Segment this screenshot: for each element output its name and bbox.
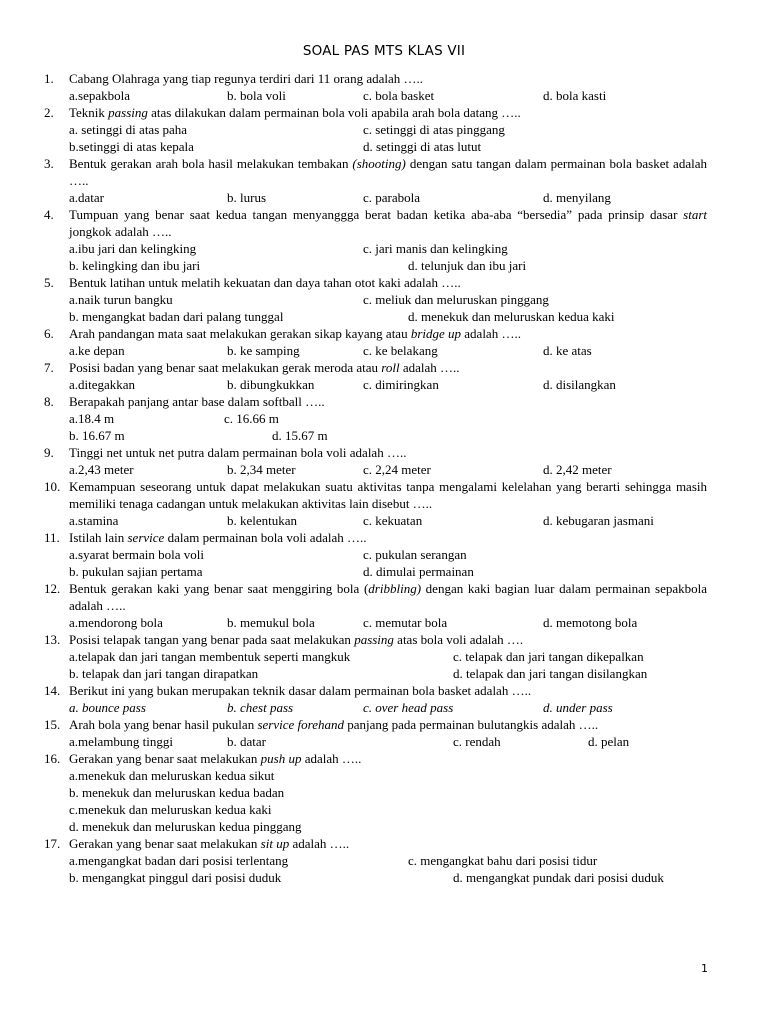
question-text: Teknik passing atas dilakukan dalam permainan bola voli apabila arah bola datang ….. bbox=[69, 105, 521, 120]
options-row bbox=[0, 410, 768, 427]
answer-option: b. datar bbox=[227, 734, 266, 749]
question-list bbox=[0, 70, 768, 886]
answer-option: a.mendorong bola bbox=[69, 615, 163, 630]
question-item bbox=[0, 155, 768, 206]
answer-option: b. lurus bbox=[227, 190, 266, 205]
question-number: 2. bbox=[44, 105, 54, 120]
answer-option: c. meliuk dan meluruskan pinggang bbox=[363, 292, 549, 307]
options-row bbox=[0, 138, 768, 155]
answer-option: c. mengangkat bahu dari posisi tidur bbox=[408, 853, 598, 868]
answer-option: c. over head pass bbox=[363, 700, 454, 715]
answer-option: c. ke belakang bbox=[363, 343, 438, 358]
options-row bbox=[0, 614, 768, 631]
answer-option: b. mengangkat pinggul dari posisi duduk bbox=[69, 870, 282, 885]
question-number: 4. bbox=[44, 207, 54, 222]
answer-option: d. menekuk dan meluruskan kedua kaki bbox=[408, 309, 615, 324]
answer-option: c. setinggi di atas pinggang bbox=[363, 122, 505, 137]
question-item bbox=[0, 393, 768, 444]
question-number: 5. bbox=[44, 275, 54, 290]
question-text: Gerakan yang benar saat melakukan sit up adalah ….. bbox=[69, 836, 350, 851]
answer-option: b. 2,34 meter bbox=[227, 462, 296, 477]
options-row bbox=[0, 461, 768, 478]
answer-option: a.2,43 meter bbox=[69, 462, 134, 477]
question-text: Kemampuan seseorang untuk dapat melakukan suatu aktivitas tanpa mengalami kelelahan yang berarti sehingga masih memiliki tenaga cadangan untuk melakukan aktivitas lain disebut ….. bbox=[69, 479, 707, 511]
options-row bbox=[0, 801, 768, 818]
answer-option: a.syarat bermain bola voli bbox=[69, 547, 205, 562]
question-item bbox=[0, 580, 768, 631]
question-text: Gerakan yang benar saat melakukan push up adalah ….. bbox=[69, 751, 362, 766]
answer-option: c. memutar bola bbox=[363, 615, 448, 630]
answer-option: a.mengangkat badan dari posisi terlentang bbox=[69, 853, 289, 868]
question-item bbox=[0, 529, 768, 580]
answer-option: a.18.4 m bbox=[69, 411, 115, 426]
answer-option: c. rendah bbox=[453, 734, 501, 749]
answer-option: b. memukul bola bbox=[227, 615, 315, 630]
options-row bbox=[0, 512, 768, 529]
question-item bbox=[0, 478, 768, 529]
answer-option: b. dibungkukkan bbox=[227, 377, 315, 392]
question-text: Tinggi net untuk net putra dalam permainan bola voli adalah ….. bbox=[69, 445, 407, 460]
question-number: 7. bbox=[44, 360, 54, 375]
options-row bbox=[0, 563, 768, 580]
question-number: 10. bbox=[44, 479, 61, 494]
answer-option: d. bola kasti bbox=[543, 88, 607, 103]
options-row bbox=[0, 308, 768, 325]
answer-option: a.naik turun bangku bbox=[69, 292, 173, 307]
options-row bbox=[0, 733, 768, 750]
options-row bbox=[0, 665, 768, 682]
options-row bbox=[0, 546, 768, 563]
answer-option: d. menyilang bbox=[543, 190, 611, 205]
question-number: 14. bbox=[44, 683, 61, 698]
answer-option: d. ke atas bbox=[543, 343, 592, 358]
answer-option: b. menekuk dan meluruskan kedua badan bbox=[69, 785, 285, 800]
question-item bbox=[0, 206, 768, 274]
answer-option: c. 2,24 meter bbox=[363, 462, 431, 477]
answer-option: d. pelan bbox=[588, 734, 630, 749]
answer-option: c. parabola bbox=[363, 190, 421, 205]
document-title: SOAL PAS MTS KLAS VII bbox=[302, 43, 466, 59]
options-row bbox=[0, 189, 768, 206]
question-number: 11. bbox=[44, 530, 60, 545]
answer-option: d. mengangkat pundak dari posisi duduk bbox=[453, 870, 664, 885]
answer-option: b. kelingking dan ibu jari bbox=[69, 258, 201, 273]
question-text: Bentuk gerakan kaki yang benar saat menggiring bola (dribbling) dengan kaki bagian luar dalam permainan sepakbola adalah ….. bbox=[69, 581, 707, 613]
answer-option: b.setinggi di atas kepala bbox=[69, 139, 194, 154]
answer-option: c.menekuk dan meluruskan kedua kaki bbox=[69, 802, 272, 817]
answer-option: d. telunjuk dan ibu jari bbox=[408, 258, 527, 273]
question-text: Bentuk gerakan arah bola hasil melakukan tembakan (shooting) dengan satu tangan dalam permainan bola basket adalah ….. bbox=[69, 156, 707, 188]
options-row bbox=[0, 852, 768, 869]
question-item bbox=[0, 70, 768, 104]
options-row bbox=[0, 767, 768, 784]
answer-option: d. setinggi di atas lutut bbox=[363, 139, 482, 154]
question-text: Arah bola yang benar hasil pukulan service forehand panjang pada permainan bulutangkis adalah ….. bbox=[69, 717, 599, 732]
answer-option: c. 16.66 m bbox=[224, 411, 279, 426]
question-item bbox=[0, 750, 768, 835]
options-row bbox=[0, 257, 768, 274]
question-text: Tumpuan yang benar saat kedua tangan menyanggga berat badan ketika aba-aba “bersedia” pada prinsip dasar start jongkok adalah ….. bbox=[69, 207, 707, 239]
options-row bbox=[0, 121, 768, 138]
question-text: Berapakah panjang antar base dalam softball ….. bbox=[69, 394, 325, 409]
answer-option: a.stamina bbox=[69, 513, 119, 528]
answer-option: d. telapak dan jari tangan disilangkan bbox=[453, 666, 648, 681]
options-row bbox=[0, 376, 768, 393]
question-item bbox=[0, 104, 768, 155]
answer-option: d. kebugaran jasmani bbox=[543, 513, 654, 528]
answer-option: b. chest pass bbox=[227, 700, 294, 715]
answer-option: d. dimulai permainan bbox=[363, 564, 474, 579]
answer-option: a.ke depan bbox=[69, 343, 125, 358]
options-row bbox=[0, 240, 768, 257]
answer-option: c. bola basket bbox=[363, 88, 435, 103]
answer-option: c. telapak dan jari tangan dikepalkan bbox=[453, 649, 644, 664]
answer-option: a.sepakbola bbox=[69, 88, 131, 103]
answer-option: c. kekuatan bbox=[363, 513, 423, 528]
question-item bbox=[0, 835, 768, 886]
answer-option: c. jari manis dan kelingking bbox=[363, 241, 508, 256]
answer-option: d. memotong bola bbox=[543, 615, 638, 630]
answer-option: b. mengangkat badan dari palang tunggal bbox=[69, 309, 284, 324]
options-row bbox=[0, 869, 768, 886]
answer-option: d. 2,42 meter bbox=[543, 462, 612, 477]
options-row bbox=[0, 784, 768, 801]
question-text: Posisi telapak tangan yang benar pada saat melakukan passing atas bola voli adalah …. bbox=[69, 632, 524, 647]
answer-option: a.melambung tinggi bbox=[69, 734, 173, 749]
answer-option: b. bola voli bbox=[227, 88, 286, 103]
question-number: 6. bbox=[44, 326, 54, 341]
answer-option: b. kelentukan bbox=[227, 513, 298, 528]
answer-option: a. setinggi di atas paha bbox=[69, 122, 188, 137]
question-text: Arah pandangan mata saat melakukan gerakan sikap kayang atau bridge up adalah ….. bbox=[69, 326, 521, 341]
question-item bbox=[0, 444, 768, 478]
answer-option: a.menekuk dan meluruskan kedua sikut bbox=[69, 768, 275, 783]
options-row bbox=[0, 699, 768, 716]
question-number: 17. bbox=[44, 836, 61, 851]
question-item bbox=[0, 682, 768, 716]
page-number: 1 bbox=[701, 962, 708, 975]
question-item bbox=[0, 716, 768, 750]
options-row bbox=[0, 342, 768, 359]
question-number: 8. bbox=[44, 394, 54, 409]
options-row bbox=[0, 818, 768, 835]
options-row bbox=[0, 427, 768, 444]
question-text: Cabang Olahraga yang tiap regunya terdiri dari 11 orang adalah ….. bbox=[69, 71, 423, 86]
answer-option: d. disilangkan bbox=[543, 377, 616, 392]
question-number: 13. bbox=[44, 632, 61, 647]
answer-option: d. menekuk dan meluruskan kedua pinggang bbox=[69, 819, 302, 834]
question-number: 3. bbox=[44, 156, 54, 171]
answer-option: c. pukulan serangan bbox=[363, 547, 467, 562]
question-number: 1. bbox=[44, 71, 54, 86]
question-item bbox=[0, 631, 768, 682]
answer-option: a.telapak dan jari tangan membentuk seperti mangkuk bbox=[69, 649, 351, 664]
question-number: 9. bbox=[44, 445, 54, 460]
answer-option: a.ibu jari dan kelingking bbox=[69, 241, 197, 256]
question-text: Istilah lain service dalam permainan bola voli adalah ….. bbox=[69, 530, 367, 545]
question-text: Posisi badan yang benar saat melakukan gerak meroda atau roll adalah ….. bbox=[69, 360, 460, 375]
answer-option: c. dimiringkan bbox=[363, 377, 439, 392]
answer-option: a.ditegakkan bbox=[69, 377, 136, 392]
answer-option: d. under pass bbox=[543, 700, 613, 715]
question-text: Berikut ini yang bukan merupakan teknik dasar dalam permainan bola basket adalah ….. bbox=[69, 683, 532, 698]
answer-option: b. pukulan sajian pertama bbox=[69, 564, 203, 579]
answer-option: a.datar bbox=[69, 190, 105, 205]
answer-option: d. 15.67 m bbox=[272, 428, 328, 443]
options-row bbox=[0, 291, 768, 308]
answer-option: b. ke samping bbox=[227, 343, 300, 358]
answer-option: a. bounce pass bbox=[69, 700, 146, 715]
options-row bbox=[0, 648, 768, 665]
options-row bbox=[0, 87, 768, 104]
question-number: 15. bbox=[44, 717, 61, 732]
answer-option: b. telapak dan jari tangan dirapatkan bbox=[69, 666, 259, 681]
question-number: 12. bbox=[44, 581, 61, 596]
question-item bbox=[0, 325, 768, 359]
question-item bbox=[0, 274, 768, 325]
question-text: Bentuk latihan untuk melatih kekuatan dan daya tahan otot kaki adalah ….. bbox=[69, 275, 461, 290]
answer-option: b. 16.67 m bbox=[69, 428, 125, 443]
question-number: 16. bbox=[44, 751, 61, 766]
question-item bbox=[0, 359, 768, 393]
